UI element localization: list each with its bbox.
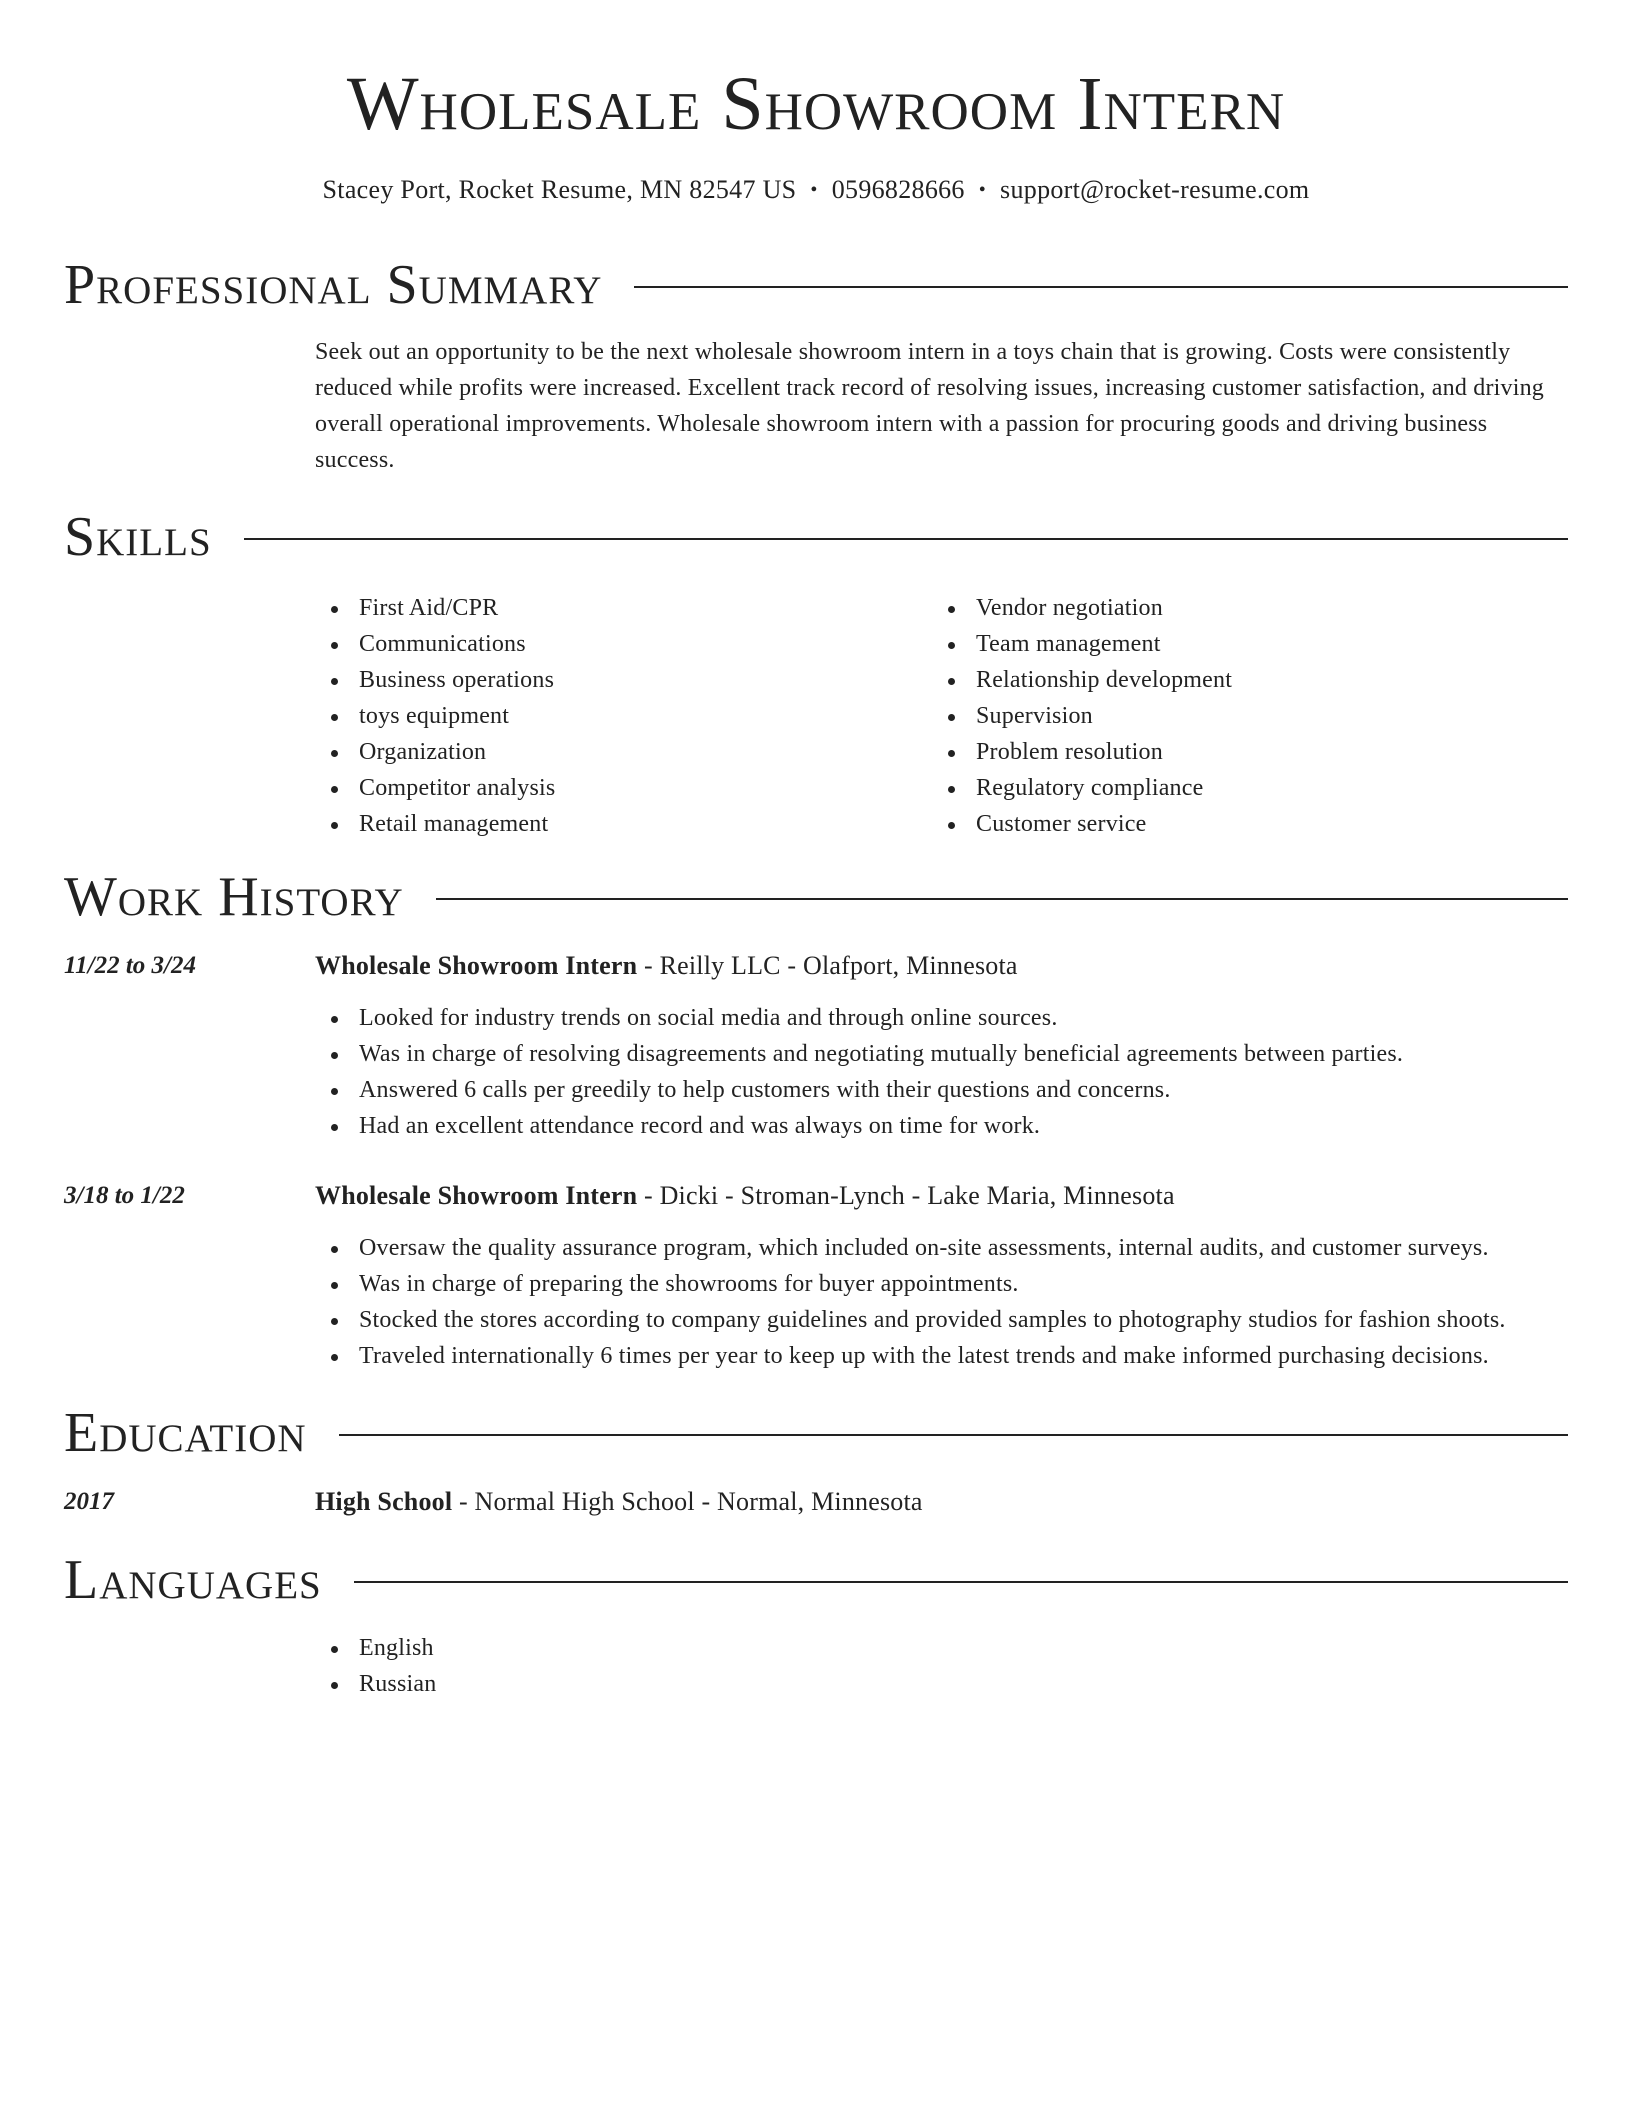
job-details: - Reilly LLC - Olafport, Minnesota (637, 951, 1018, 980)
languages-list (315, 1630, 1568, 1702)
work-divider (436, 898, 1568, 900)
skills-heading: Skills (64, 506, 212, 568)
languages-divider (354, 1581, 1568, 1583)
language-item: Russian (359, 1666, 1568, 1702)
skill-item: First Aid/CPR (359, 590, 915, 626)
job-title: Wholesale Showroom Intern (315, 1181, 638, 1210)
summary-heading: Professional Summary (64, 254, 603, 316)
skills-list-right (932, 590, 1532, 842)
education-heading: Education (64, 1402, 307, 1464)
contact-email: support@rocket-resume.com (1000, 175, 1310, 204)
job-bullet: Stocked the stores according to company guidelines and provided samples to photography studios for fashion shoots. (359, 1302, 1568, 1338)
job-heading (315, 948, 1568, 984)
job-dates: 11/22 to 3/24 (64, 952, 196, 979)
skill-item: Retail management (359, 806, 915, 842)
work-heading: Work History (64, 866, 404, 928)
skill-item: Organization (359, 734, 915, 770)
summary-text: Seek out an opportunity to be the next wholesale showroom intern in a toys chain that is growing. Costs were consistently reduced while profits were increased. Excellent track record of resolving issues, increasing customer satisfaction, and driving overall operational improvements. Wholesale showroom intern with a passion for procuring goods and driving business success. (315, 339, 1544, 473)
skill-item: Competitor analysis (359, 770, 915, 806)
job-bullets (315, 1230, 1568, 1374)
skills-section-header (64, 502, 1568, 572)
job-title: Wholesale Showroom Intern (315, 951, 638, 980)
skill-item: Supervision (976, 698, 1532, 734)
education-year: 2017 (64, 1488, 114, 1515)
skills-list-left (315, 590, 915, 842)
education-line (315, 1484, 1568, 1520)
skill-item: Team management (976, 626, 1532, 662)
languages-section-header (64, 1545, 1568, 1615)
job-heading (315, 1178, 1568, 1214)
job-bullet: Oversaw the quality assurance program, which included on-site assessments, internal audits, and customer surveys. (359, 1230, 1568, 1266)
language-item: English (359, 1630, 1568, 1666)
education-details: - Normal High School - Normal, Minnesota (452, 1487, 923, 1516)
job-bullet: Answered 6 calls per greedily to help customers with their questions and concerns. (359, 1072, 1568, 1108)
skill-item: Regulatory compliance (976, 770, 1532, 806)
skill-item: toys equipment (359, 698, 915, 734)
contact-line (64, 172, 1568, 208)
job-bullet: Was in charge of preparing the showrooms for buyer appointments. (359, 1266, 1568, 1302)
skill-item: Customer service (976, 806, 1532, 842)
summary-section-header (64, 250, 1568, 320)
summary-divider (634, 286, 1568, 288)
contact-separator: • (978, 179, 987, 201)
job-bullet: Looked for industry trends on social media and through online sources. (359, 1000, 1568, 1036)
contact-address: Stacey Port, Rocket Resume, MN 82547 US (322, 175, 797, 204)
job-bullets (315, 1000, 1568, 1144)
skill-item: Problem resolution (976, 734, 1532, 770)
skills-divider (244, 538, 1568, 540)
languages-heading: Languages (64, 1549, 322, 1611)
education-divider (339, 1434, 1568, 1436)
skill-item: Relationship development (976, 662, 1532, 698)
contact-phone: 0596828666 (831, 175, 965, 204)
job-bullet: Had an excellent attendance record and was always on time for work. (359, 1108, 1568, 1144)
education-section-header (64, 1398, 1568, 1468)
education-degree: High School (315, 1487, 453, 1516)
work-section-header (64, 862, 1568, 932)
contact-separator: • (810, 179, 818, 201)
job-details: - Dicki - Stroman-Lynch - Lake Maria, Minnesota (637, 1181, 1175, 1210)
job-dates: 3/18 to 1/22 (64, 1182, 185, 1209)
skill-item: Communications (359, 626, 915, 662)
job-bullet: Was in charge of resolving disagreements and negotiating mutually beneficial agreements between parties. (359, 1036, 1568, 1072)
skill-item: Business operations (359, 662, 915, 698)
resume-title: Wholesale Showroom Intern (346, 62, 1286, 146)
job-bullet: Traveled internationally 6 times per year to keep up with the latest trends and make informed purchasing decisions. (359, 1338, 1568, 1374)
skill-item: Vendor negotiation (976, 590, 1532, 626)
